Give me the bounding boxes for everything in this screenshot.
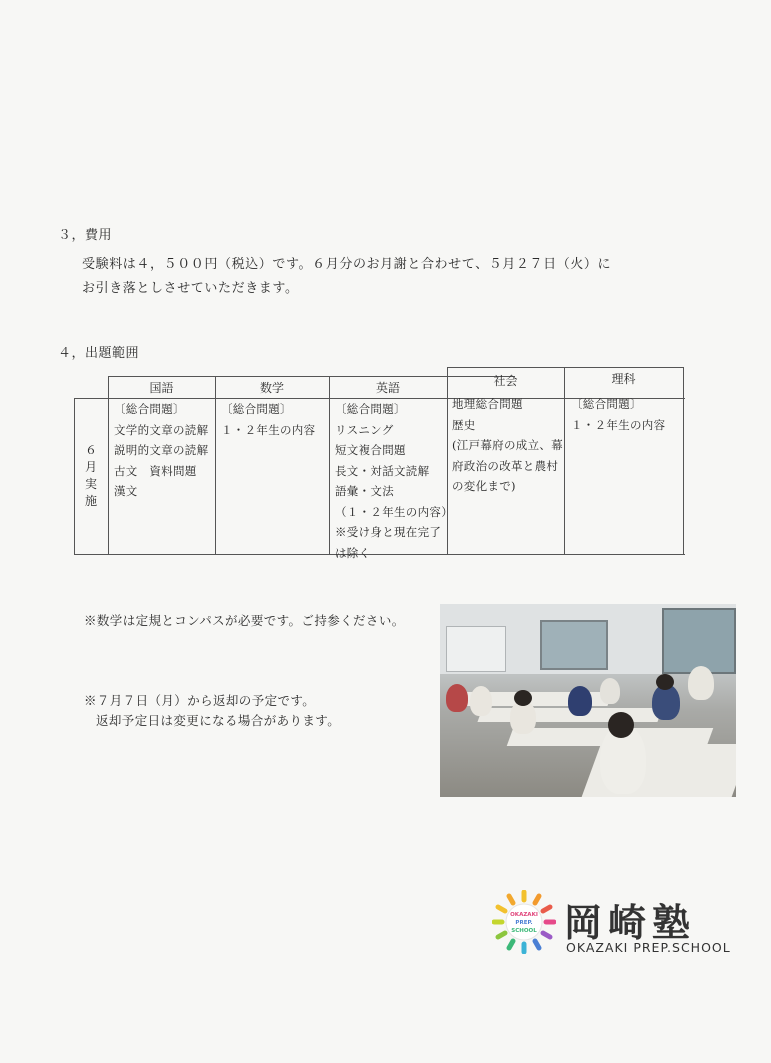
- note-return-1: ※７月７日（月）から返却の予定です。: [84, 693, 316, 708]
- section4-heading: ４，出題範囲: [58, 346, 140, 361]
- header-japanese: 国語: [149, 381, 174, 395]
- cell-math: 〔総合問題〕 １・２年生の内容: [221, 402, 316, 437]
- cell-science: 〔総合問題〕 １・２年生の内容: [571, 397, 666, 432]
- note-return-2: 返却予定日は変更になる場合があります。: [96, 713, 341, 728]
- classroom-photo: [440, 604, 736, 797]
- cell-social: 地理総合問題 歴史 (江戸幕府の成立、幕 府政治の改革と農村 の変化まで): [452, 397, 563, 493]
- cell-japanese: 〔総合問題〕 文学的文章の読解 説明的文章の読解 古文 資料問題 漢文: [114, 402, 209, 498]
- logo-sun-mark: [492, 890, 556, 954]
- section3-heading: ３，費用: [58, 228, 113, 243]
- header-math: 数学: [259, 381, 284, 395]
- section3-line1: 受験料は４，５００円（税込）です。６月分のお月謝と合わせて、５月２７日（火）に: [82, 257, 612, 272]
- exam-scope-table: [74, 367, 685, 560]
- note-math: ※数学は定規とコンパスが必要です。ご持参ください。: [84, 613, 405, 628]
- logo-mark-text-3: SCHOOL: [511, 928, 537, 934]
- logo-mark-text-2: PREP.: [515, 920, 533, 926]
- header-social: 社会: [493, 374, 518, 388]
- okazaki-prep-logo: [490, 890, 740, 960]
- section3-line2: お引き落としさせていただきます。: [82, 281, 299, 296]
- header-science: 理科: [611, 372, 636, 386]
- logo-kanji: 岡崎塾: [564, 900, 697, 945]
- row-label-june: ６ 月 実 施: [84, 443, 97, 508]
- logo-english: OKAZAKI PREP.SCHOOL: [566, 940, 731, 955]
- logo-mark-text-1: OKAZAKI: [510, 912, 538, 918]
- header-english: 英語: [375, 381, 400, 395]
- cell-english: 〔総合問題〕 リスニング 短文複合問題 長文・対話文読解 語彙・文法 （１・２年生の内容） ※受け身と現在完了 は除く: [335, 402, 453, 560]
